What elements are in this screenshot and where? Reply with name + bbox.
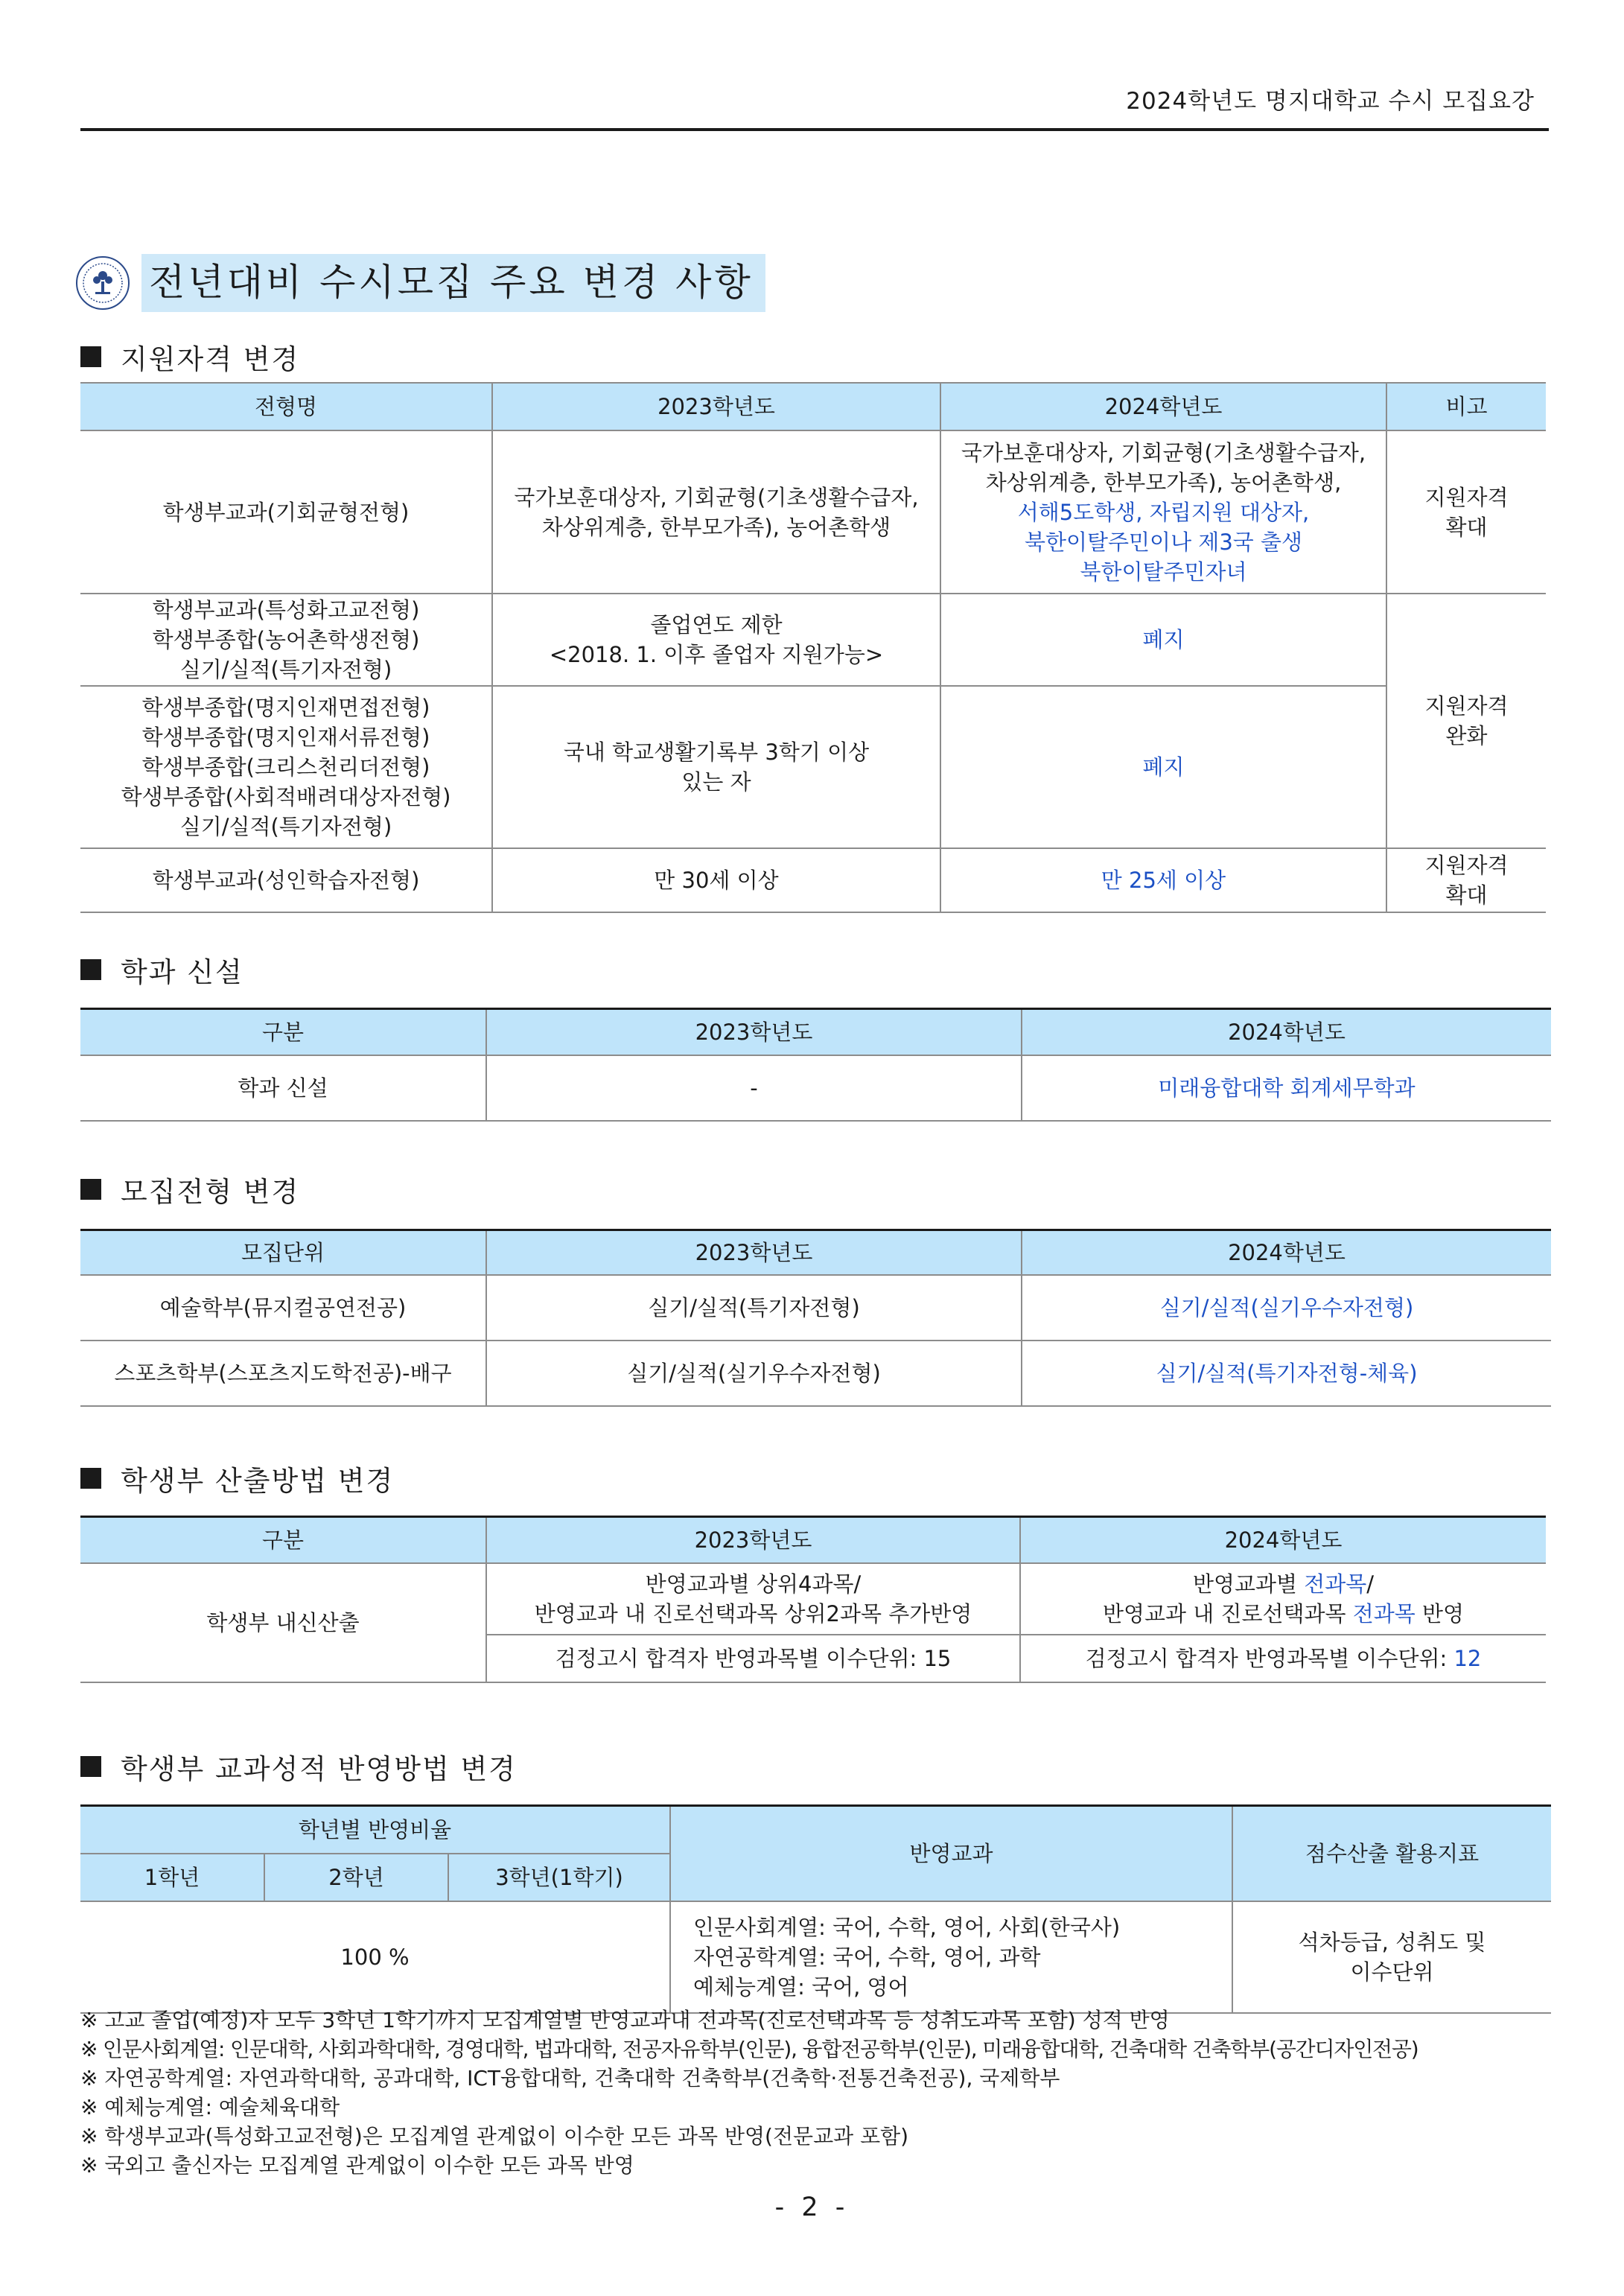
new-department-table [80,1008,1551,1122]
cell-2024: 만 25세 이상 [940,848,1386,912]
title-area [74,253,765,313]
col-header: 구분 [80,1517,486,1563]
table-row: 예술학부(뮤지컬공연전공) 실기/실적(특기자전형) 실기/실적(실기우수자전형) [80,1275,1551,1341]
table-row: 100 % 인문사회계열: 국어, 수학, 영어, 사회(한국사) 자연공학계열: 국어, 수학, 영어, 과학 예체능계열: 국어, 영어 석차등급, 성취도 및 이수단위 [80,1901,1551,2013]
cell-2023: 만 30세 이상 [492,848,940,912]
cell-note: 지원자격 확대 [1386,430,1546,594]
col-header: 2023학년도 [492,383,940,430]
col-header: 2023학년도 [486,1009,1022,1055]
col-header: 2024학년도 [940,383,1386,430]
table-row: 학생부 내신산출 반영교과별 상위4과목/ 반영교과 내 진로선택과목 상위2과목 추가반영 반영교과별 전과목/ 반영교과 내 진로선택과목 전과목 반영 [80,1563,1546,1635]
cell-2024: 폐지 [940,686,1386,848]
cell-note: 지원자격 완화 [1386,594,1546,848]
footnote: ※ 인문사회계열: 인문대학, 사회과학대학, 경영대학, 법과대학, 전공자유학부(인문), 융합전공학부(인문), 미래융합대학, 건축대학 건축학부(공간디자인전공) [80,2037,1418,2061]
calculation-table [80,1516,1546,1683]
table-row [80,686,1546,848]
cell-2024: 국가보훈대상자, 기회균형(기초생활수급자, 차상위계층, 한부모가족), 농어촌학생, 서해5도학생, 자립지원 대상자, 북한이탈주민이나 제3국 출생 북한이탈주민자녀 [940,430,1386,594]
section-heading-new-department: 학과 신설 [80,950,243,990]
section-heading-grade-method: 학생부 교과성적 반영방법 변경 [80,1746,517,1787]
col-header: 구분 [80,1009,486,1055]
square-bullet-icon [80,959,101,980]
col-header: 2024학년도 [1020,1517,1546,1563]
col-header: 비고 [1386,383,1546,430]
section-heading-admission-type: 모집전형 변경 [80,1169,299,1209]
university-seal-icon [74,255,131,311]
table-row: 스포츠학부(스포츠지도학전공)-배구 실기/실적(실기우수자전형) 실기/실적(특기자전형-체육) [80,1341,1551,1406]
header-title: 2024학년도 명지대학교 수시 모집요강 [1126,88,1535,115]
cell-type: 학생부교과(기회균형전형) [80,430,492,594]
col-header: 학년별 반영비율 [80,1806,670,1854]
footnote: ※ 학생부교과(특성화고교전형)은 모집계열 관계없이 이수한 모든 과목 반영(전문교과 포함) [80,2124,909,2149]
table-row [80,430,1546,594]
square-bullet-icon [80,1756,101,1777]
col-header: 2학년 [264,1854,448,1901]
footnote: ※ 국외고 출신자는 모집계열 관계없이 이수한 모든 과목 반영 [80,2153,634,2178]
col-header: 1학년 [80,1854,264,1901]
page-number: - 2 - [774,2192,850,2222]
grade-method-table [80,1804,1551,2014]
table-row [80,848,1546,912]
section-heading-eligibility: 지원자격 변경 [80,337,299,377]
cell-2024: 폐지 [940,594,1386,686]
table-row: 검정고시 합격자 반영과목별 이수단위: 15 검정고시 합격자 반영과목별 이수단위: 12 [80,1635,1546,1682]
col-header: 2023학년도 [486,1230,1022,1275]
col-header: 2024학년도 [1022,1009,1551,1055]
col-header: 모집단위 [80,1230,486,1275]
col-header: 반영교과 [670,1806,1232,1901]
col-header: 2023학년도 [486,1517,1020,1563]
square-bullet-icon [80,346,101,367]
square-bullet-icon [80,1468,101,1489]
section-heading-calculation: 학생부 산출방법 변경 [80,1458,394,1498]
col-header: 전형명 [80,383,492,430]
col-header: 3학년(1학기) [448,1854,670,1901]
footnote: ※ 자연공학계열: 자연과학대학, 공과대학, ICT융합대학, 건축대학 건축학부(건축학·전통건축전공), 국제학부 [80,2066,1060,2090]
cell-2023: 국가보훈대상자, 기회균형(기초생활수급자, 차상위계층, 한부모가족), 농어촌학생 [492,430,940,594]
cell-type: 학생부종합(명지인재면접전형) 학생부종합(명지인재서류전형) 학생부종합(크리스천리더전형) 학생부종합(사회적배려대상자전형) 실기/실적(특기자전형) [80,686,492,848]
col-header: 2024학년도 [1022,1230,1551,1275]
eligibility-table [80,382,1546,913]
cell-2023: 졸업연도 제한 <2018. 1. 이후 졸업자 지원가능> [492,594,940,686]
header-divider [80,128,1549,131]
cell-note: 지원자격 확대 [1386,848,1546,912]
footnote: ※ 예체능계열: 예술체육대학 [80,2095,340,2119]
footnotes [80,2006,1418,2180]
cell-type: 학생부교과(성인학습자전형) [80,848,492,912]
admission-type-table [80,1229,1551,1407]
page-title: 전년대비 수시모집 주요 변경 사항 [141,254,765,312]
footnote: ※ 고교 졸업(예정)자 모두 3학년 1학기까지 모집계열별 반영교과내 전과목(진로선택과목 등 성취도과목 포함) 성적 반영 [80,2008,1170,2032]
cell-2023: 국내 학교생활기록부 3학기 이상 있는 자 [492,686,940,848]
square-bullet-icon [80,1179,101,1200]
table-row [80,594,1546,686]
col-header: 점수산출 활용지표 [1232,1806,1551,1901]
cell-type: 학생부교과(특성화고교전형) 학생부종합(농어촌학생전형) 실기/실적(특기자전형) [80,594,492,686]
table-row: 학과 신설 - 미래융합대학 회계세무학과 [80,1055,1551,1121]
